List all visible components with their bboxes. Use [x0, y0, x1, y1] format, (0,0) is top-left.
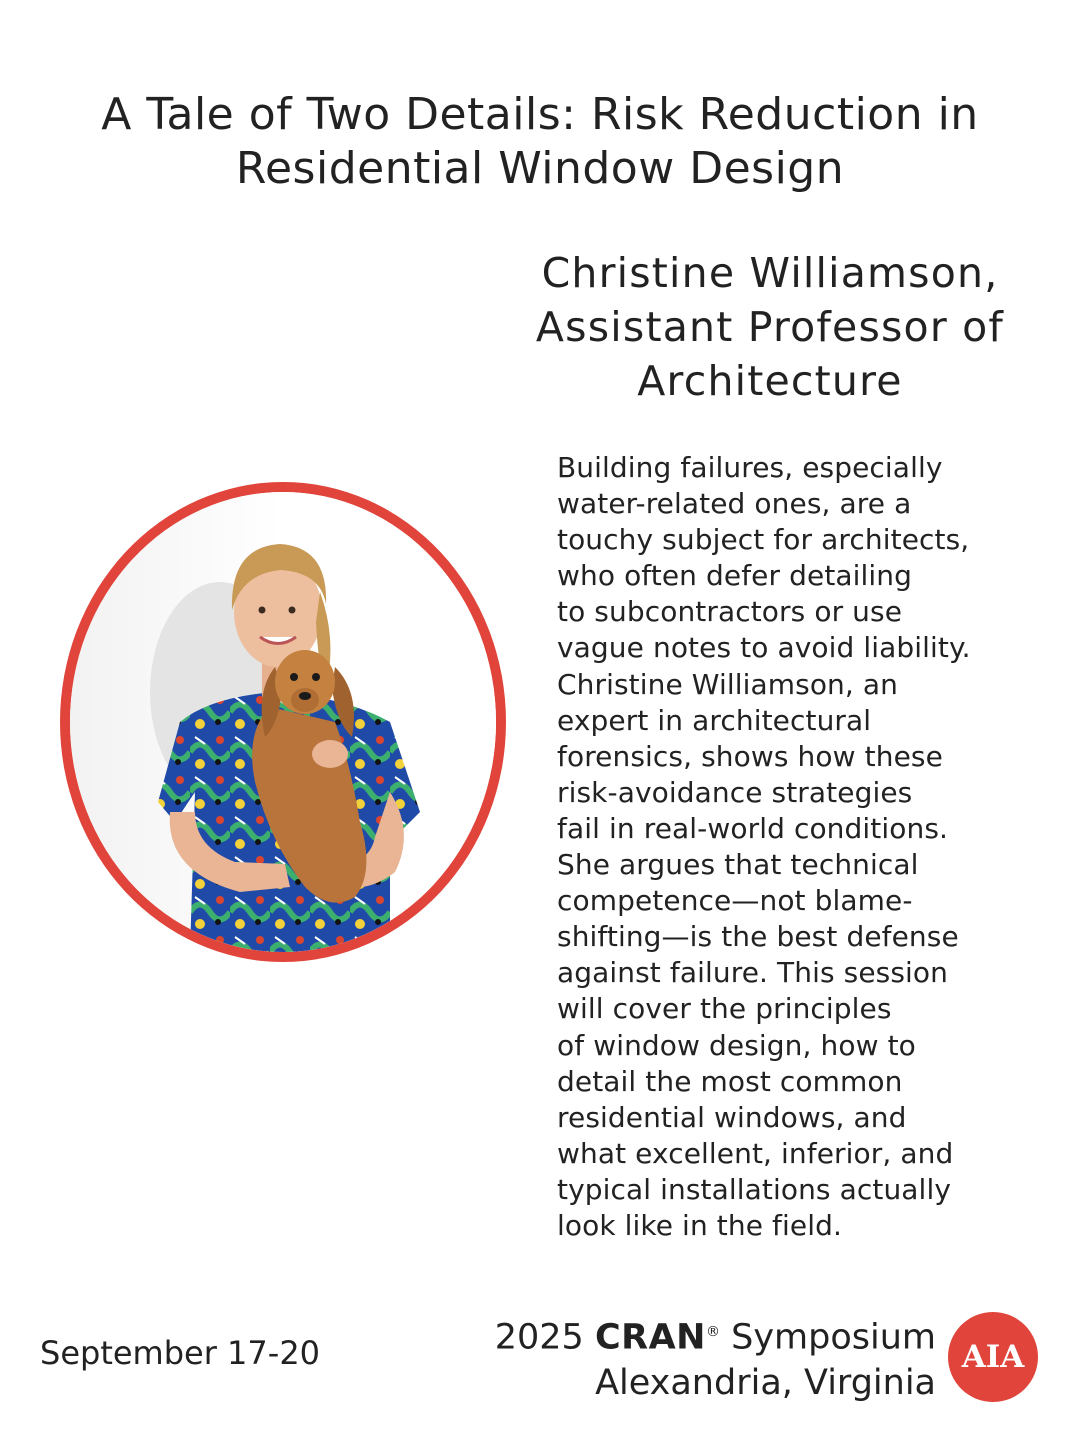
speaker-role: Assistant Professor of	[535, 303, 1005, 351]
speaker-name: Christine Williamson,	[541, 249, 999, 297]
event-dates: September 17-20	[40, 1334, 321, 1372]
registered-mark: ®	[705, 1324, 720, 1340]
event-location: Alexandria, Virginia	[595, 1362, 936, 1403]
speaker-portrait-icon	[70, 492, 496, 952]
aia-logo-icon	[948, 1312, 1038, 1402]
event-info	[470, 1310, 936, 1406]
event-year: 2025	[494, 1317, 584, 1358]
speaker-photo	[60, 482, 506, 962]
session-title: A Tale of Two Details: Risk Reduction in Residential Window Design	[101, 89, 979, 194]
event-title	[470, 1310, 936, 1361]
event-brand: CRAN	[594, 1317, 706, 1358]
speaker-block	[500, 246, 1040, 408]
event-name: Symposium	[731, 1317, 936, 1358]
aia-logo-text: AIA	[961, 1339, 1025, 1375]
session-description: Building failures, especially water-related ones, are a touchy subject for architects, who often defer detailing to subcontractors or use vague notes to avoid liability. Christine Williamson, an expert in architectural forensics, shows how these risk-avoidance strategies fail in real-world conditions. She argues that technical competence—not blame- shifting—is the best defense against failure. This session will cover the principles of window design, how to detail the most common residential windows, and what excellent, inferior, and typical installations actually look like in the field.	[557, 451, 971, 1242]
speaker-department: Architecture	[637, 357, 903, 405]
